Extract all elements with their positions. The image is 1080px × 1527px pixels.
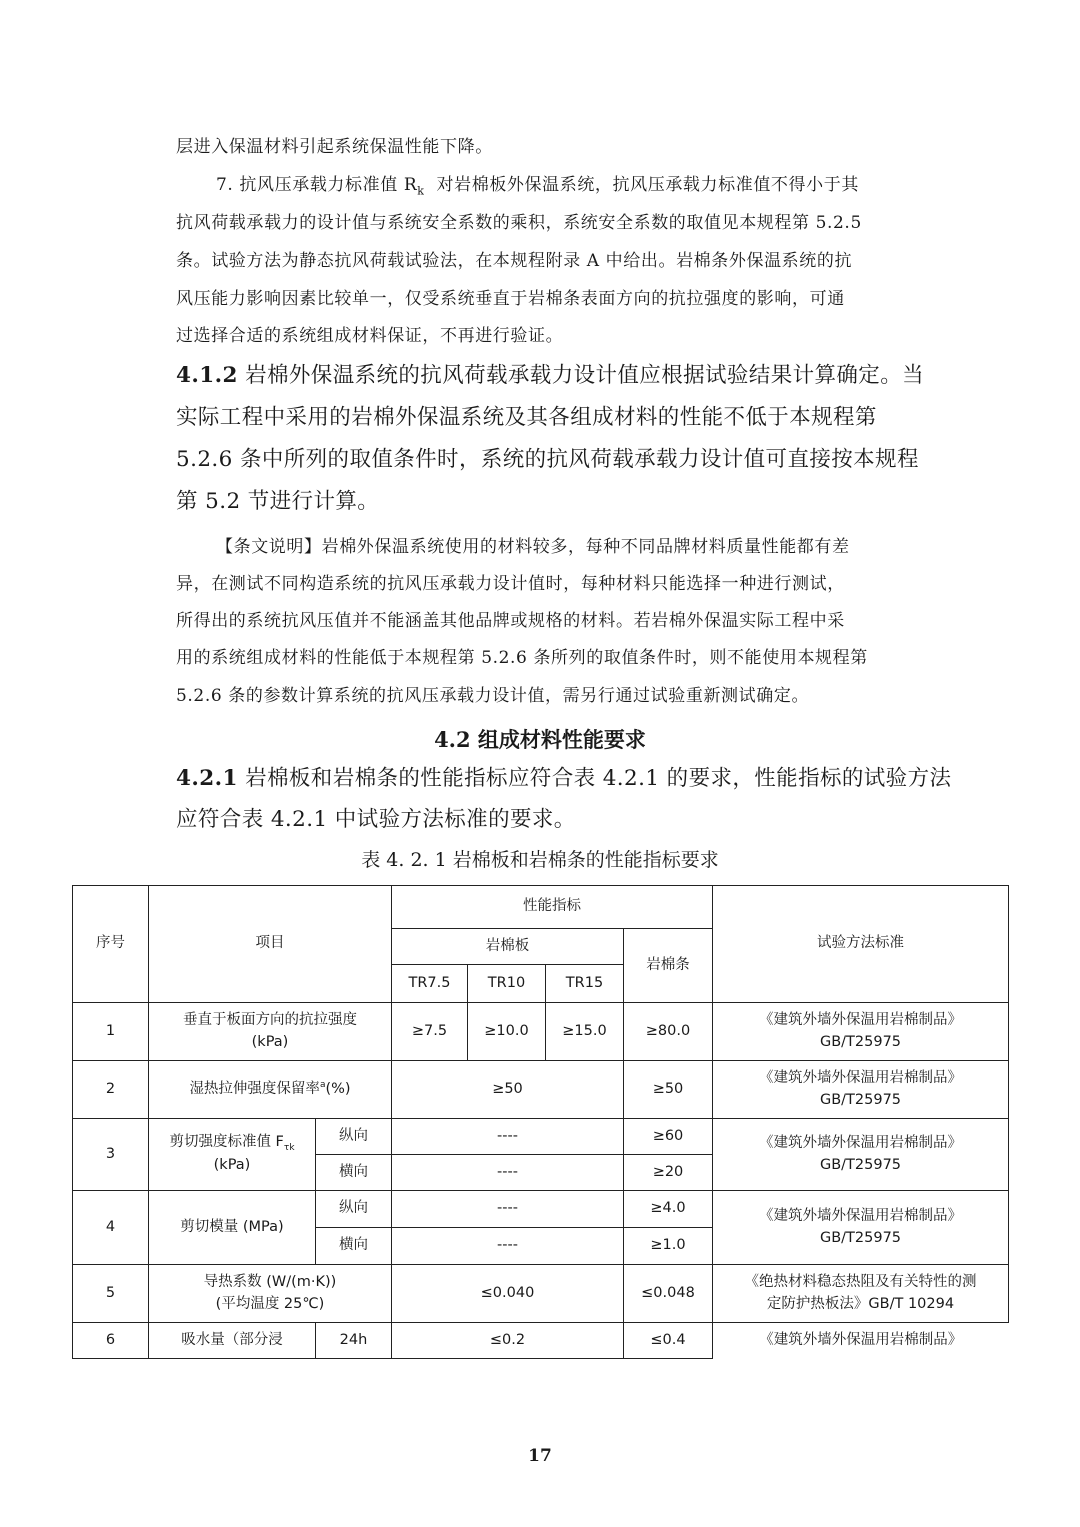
row-1-no: 1 xyxy=(73,1003,149,1061)
row-4-board-2: ---- xyxy=(392,1228,624,1265)
intro-line-5: 风压能力影响因素比较单一，仅受系统垂直于岩棉条表面方向的抗拉强度的影响，可通 xyxy=(176,289,845,309)
row-3-strip-1: ≥60 xyxy=(624,1119,713,1155)
table-header-row-1 xyxy=(73,886,1009,929)
row-4-longitudinal: 纵向 xyxy=(316,1191,392,1228)
explanation-line-3: 所得出的系统抗风压值并不能涵盖其他品牌或规格的材料。若岩棉外保温实际工程中采 xyxy=(176,611,845,631)
table-row xyxy=(73,1323,1009,1359)
row-5-board: ≤0.040 xyxy=(392,1265,624,1323)
row-6-item: 吸水量（部分浸 xyxy=(149,1323,316,1359)
row-1-method: 《建筑外墙外保温用岩棉制品》 GB/T25975 xyxy=(713,1003,1009,1061)
intro-line-3: 抗风荷载承载力的设计值与系统安全系数的乘积，系统安全系数的取值见本规程第 5.2.5 xyxy=(176,213,862,233)
clause-421-number: 4.2.1 xyxy=(176,766,238,791)
table-row xyxy=(73,1119,1009,1155)
intro-line-1: 层进入保温材料引起系统保温性能下降。 xyxy=(176,137,493,157)
performance-table xyxy=(72,885,1009,1359)
clause-412-number: 4.1.2 xyxy=(176,363,238,388)
row-2-board: ≥50 xyxy=(392,1061,624,1119)
explanation-line-5: 5.2.6 条的参数计算系统的抗风压承载力设计值，需另行通过试验重新测试确定。 xyxy=(176,686,810,706)
row-5-item: 导热系数 (W/(m·K)) (平均温度 25℃) xyxy=(149,1265,392,1323)
row-3-board-2: ---- xyxy=(392,1155,624,1191)
intro-line-4: 条。试验方法为静态抗风荷载试验法，在本规程附录 A 中给出。岩棉条外保温系统的抗 xyxy=(176,251,853,271)
table-caption: 表 4. 2. 1 岩棉板和岩棉条的性能指标要求 xyxy=(361,849,719,871)
r-subscript: k xyxy=(417,184,425,198)
row-4-item: 剪切模量 (MPa) xyxy=(149,1191,316,1265)
header-no: 序号 xyxy=(73,886,149,1003)
header-test-method: 试验方法标准 xyxy=(713,886,1009,1003)
header-tr15: TR15 xyxy=(546,965,624,1003)
table-row xyxy=(73,1191,1009,1228)
row-6-condition: 24h xyxy=(316,1323,392,1359)
header-item: 项目 xyxy=(149,886,392,1003)
explanation-line-4: 用的系统组成材料的性能低于本规程第 5.2.6 条所列的取值条件时，则不能使用本规程第 xyxy=(176,648,868,668)
clause-412-line-4: 第 5.2 节进行计算。 xyxy=(176,489,380,514)
wind-pressure-label: 7. 抗风压承载力标准值 R xyxy=(216,175,418,195)
row-1-strip: ≥80.0 xyxy=(624,1003,713,1061)
clause-412-line-1: 4.1.2 岩棉外保温系统的抗风荷载承载力设计值应根据试验结果计算确定。当 xyxy=(176,363,924,388)
intro-line-6: 过选择合适的系统组成材料保证，不再进行验证。 xyxy=(176,326,564,346)
row-1-item: 垂直于板面方向的抗拉强度 (kPa) xyxy=(149,1003,392,1061)
row-2-method: 《建筑外墙外保温用岩棉制品》 GB/T25975 xyxy=(713,1061,1009,1119)
page-number: 17 xyxy=(528,1446,552,1466)
explanation-line-1: 【条文说明】岩棉外保温系统使用的材料较多，每种不同品牌材料质量性能都有差 xyxy=(216,537,850,557)
row-3-strip-2: ≥20 xyxy=(624,1155,713,1191)
row-2-no: 2 xyxy=(73,1061,149,1119)
row-3-longitudinal: 纵向 xyxy=(316,1119,392,1155)
row-2-item: 湿热拉伸强度保留率$^a$(%) xyxy=(149,1061,392,1119)
clause-412-line-2: 实际工程中采用的岩棉外保温系统及其各组成材料的性能不低于本规程第 xyxy=(176,405,877,430)
clause-412-line-3: 5.2.6 条中所列的取值条件时，系统的抗风荷载承载力设计值可直接按本规程 xyxy=(176,447,919,472)
intro-line-2-tail: 对岩棉板外保温系统，抗风压承载力标准值不得小于其 xyxy=(436,175,859,195)
table-row xyxy=(73,1265,1009,1323)
row-5-strip: ≤0.048 xyxy=(624,1265,713,1323)
row-6-no: 6 xyxy=(73,1323,149,1359)
row-5-method: 《绝热材料稳态热阻及有关特性的测 定防护热板法》GB/T 10294 xyxy=(713,1265,1009,1323)
row-4-no: 4 xyxy=(73,1191,149,1265)
row-1-tr75: ≥7.5 xyxy=(392,1003,468,1061)
row-4-board-1: ---- xyxy=(392,1191,624,1228)
explanation-line-2: 异，在测试不同构造系统的抗风压承载力设计值时，每种材料只能选择一种进行测试， xyxy=(176,574,845,594)
row-1-tr15: ≥15.0 xyxy=(546,1003,624,1061)
row-6-strip: ≤0.4 xyxy=(624,1323,713,1359)
row-4-transverse: 横向 xyxy=(316,1228,392,1265)
header-tr75: TR7.5 xyxy=(392,965,468,1003)
row-3-item: 剪切强度标准值 $F_{\tau k}$ (kPa) xyxy=(149,1119,316,1191)
header-tr10: TR10 xyxy=(468,965,546,1003)
row-3-method: 《建筑外墙外保温用岩棉制品》 GB/T25975 xyxy=(713,1119,1009,1191)
row-6-method: 《建筑外墙外保温用岩棉制品》 xyxy=(713,1323,1009,1359)
header-rock-wool-strip: 岩棉条 xyxy=(624,929,713,1003)
table-row xyxy=(73,1003,1009,1061)
table-row xyxy=(73,1061,1009,1119)
row-3-no: 3 xyxy=(73,1119,149,1191)
row-3-board-1: ---- xyxy=(392,1119,624,1155)
row-4-method: 《建筑外墙外保温用岩棉制品》 GB/T25975 xyxy=(713,1191,1009,1265)
row-2-strip: ≥50 xyxy=(624,1061,713,1119)
row-5-no: 5 xyxy=(73,1265,149,1323)
section-heading: 4.2 组成材料性能要求 xyxy=(434,727,646,752)
row-6-board: ≤0.2 xyxy=(392,1323,624,1359)
clause-421-line-2: 应符合表 4.2.1 中试验方法标准的要求。 xyxy=(176,807,576,832)
row-4-strip-2: ≥1.0 xyxy=(624,1228,713,1265)
clause-421-line-1: 4.2.1 岩棉板和岩棉条的性能指标应符合表 4.2.1 的要求，性能指标的试验方法 xyxy=(176,766,952,791)
header-rock-wool-board: 岩棉板 xyxy=(392,929,624,965)
row-1-tr10: ≥10.0 xyxy=(468,1003,546,1061)
row-3-transverse: 横向 xyxy=(316,1155,392,1191)
intro-line-2 xyxy=(216,170,859,197)
row-4-strip-1: ≥4.0 xyxy=(624,1191,713,1228)
header-performance: 性能指标 xyxy=(392,886,713,929)
